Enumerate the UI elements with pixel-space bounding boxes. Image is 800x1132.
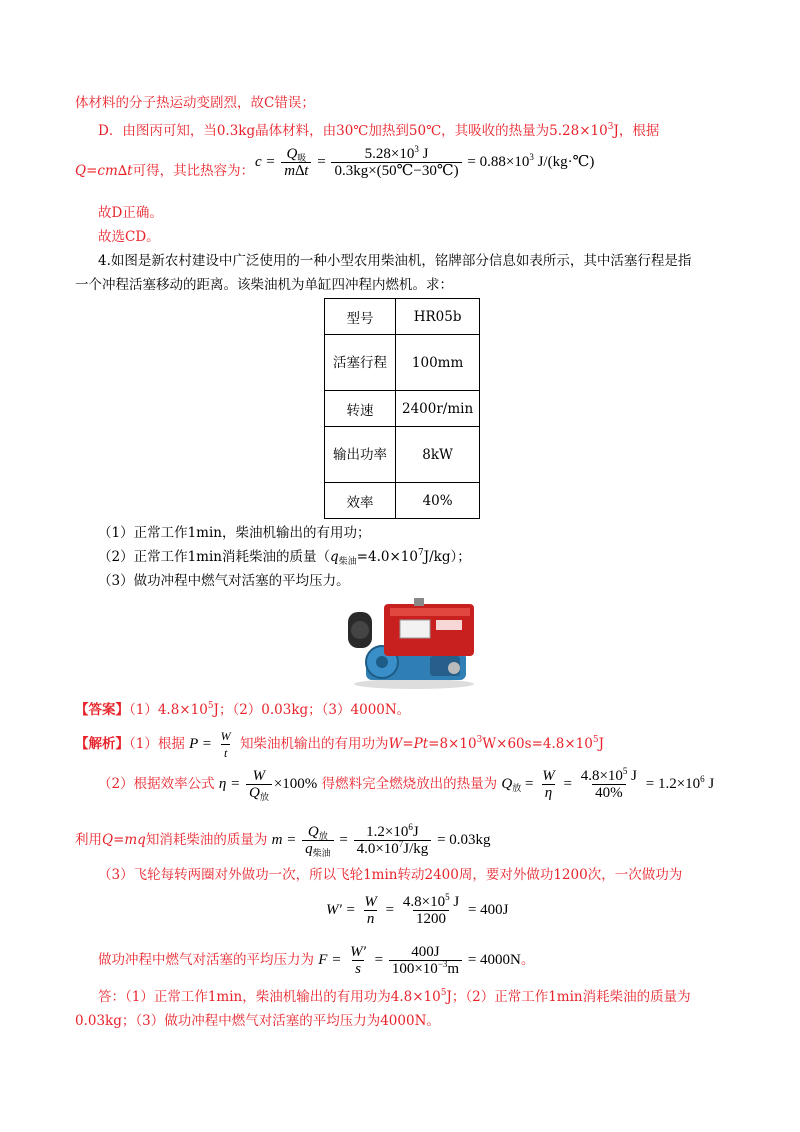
- specific-heat-formula: c = $\frac{Q_吸}{m\Delta t}$ = $\frac{5.28\times 10^3 J}{0.3kg\times(50℃-30℃)}$ = $0.88\times 10^3$ J/(kg·℃): [255, 144, 595, 179]
- analysis-step-3: （3）飞轮每转两圈对外做功一次，所以飞轮1min转动2400周，要对外做功1200次，一次做功为: [98, 867, 683, 883]
- spec-value: 8kW: [396, 427, 480, 483]
- spec-key: 活塞行程: [325, 335, 396, 391]
- sub-question-2: （2）正常工作1min消耗柴油的质量$(q_{柴油}=4.0\times 10^7J/kg)$；: [98, 548, 471, 567]
- sub-question-3: （3）做功冲程中燃气对活塞的平均压力。: [98, 573, 350, 589]
- spec-key: 输出功率: [325, 427, 396, 483]
- analysis-step-force: 做功冲程中燃气对活塞的平均压力为 F = $\frac{W'}{s}$ = $\frac{400J}{100\times 10^{-3}m}$ = 4000N。: [98, 944, 535, 977]
- work-per-cycle-formula: W′ = $\frac{W}{n}$ = $\frac{4.8\times 10^5 J}{1200}$ = 400J: [326, 892, 509, 927]
- question-4-stem-2: 一个冲程活塞移动的距离。该柴油机为单缸四冲程内燃机。求：: [75, 277, 453, 293]
- spec-value: HR05b: [396, 299, 480, 335]
- spec-value: 40%: [396, 483, 480, 519]
- spec-value: 2400r/min: [396, 391, 480, 427]
- sub-question-1: （1）正常工作1min，柴油机输出的有用功；: [98, 525, 371, 541]
- analysis-step-mass: 利用Q=mq知消耗柴油的质量为 m = $\frac{Q_放}{q_{柴油}}$ = $\frac{1.2\times 10^6J}{4.0\times 10^7J/kg}$ = 0.03kg: [75, 822, 491, 858]
- spec-key: 型号: [325, 299, 396, 335]
- conclusion-d: 故D正确。: [98, 205, 163, 221]
- diesel-engine-photo: [344, 598, 484, 690]
- question-4-stem-1: 4.如图是新农村建设中广泛使用的一种小型农用柴油机，铭牌部分信息如表所示，其中活塞行程是指: [98, 253, 692, 269]
- analysis-text-d: D．由图丙可知，当0.3kg晶体材料，由30℃加热到50℃，其吸收的热量为$5.28\times 10^3J$，根据: [98, 122, 660, 139]
- analysis-step-1: 【解析】（1）根据 P = $\frac{W}{t}$ 知柴油机输出的有用功为$W=Pt=8\times 10^3W\times 60s=4.8\times 10^5J$: [75, 729, 605, 760]
- analysis-step-2: （2）根据效率公式 η = $\frac{W}{Q_放}$ ×100% 得燃料完全燃烧放出的热量为 $Q_放$ = $\frac{W}{\eta}$ = $\frac{4.8\times 10^5 J}{40\%}$ = $1.2\times 10^6$ J: [98, 766, 715, 802]
- specific-heat-line: Q=cm∆t可得，其比热容为：: [75, 163, 255, 179]
- final-answer-2: 0.03kg；（3）做功冲程中燃气对活塞的平均压力为4000N。: [75, 1013, 440, 1029]
- answer-line: 【答案】$(1)4.8\times 10^5J$；（2）0.03kg；（3）4000N。: [75, 701, 411, 718]
- analysis-text-c: 体材料的分子热运动变剧烈，故C错误；: [75, 95, 315, 111]
- final-answer-1: 答：（1）正常工作1min，柴油机输出的有用功为$4.8\times 10^5J$；（2）正常工作1min消耗柴油的质量为: [98, 988, 691, 1005]
- engine-spec-table: [324, 298, 480, 519]
- spec-key: 效率: [325, 483, 396, 519]
- spec-value: 100mm: [396, 335, 480, 391]
- spec-key: 转速: [325, 391, 396, 427]
- conclusion-choice: 故选CD。: [98, 229, 160, 245]
